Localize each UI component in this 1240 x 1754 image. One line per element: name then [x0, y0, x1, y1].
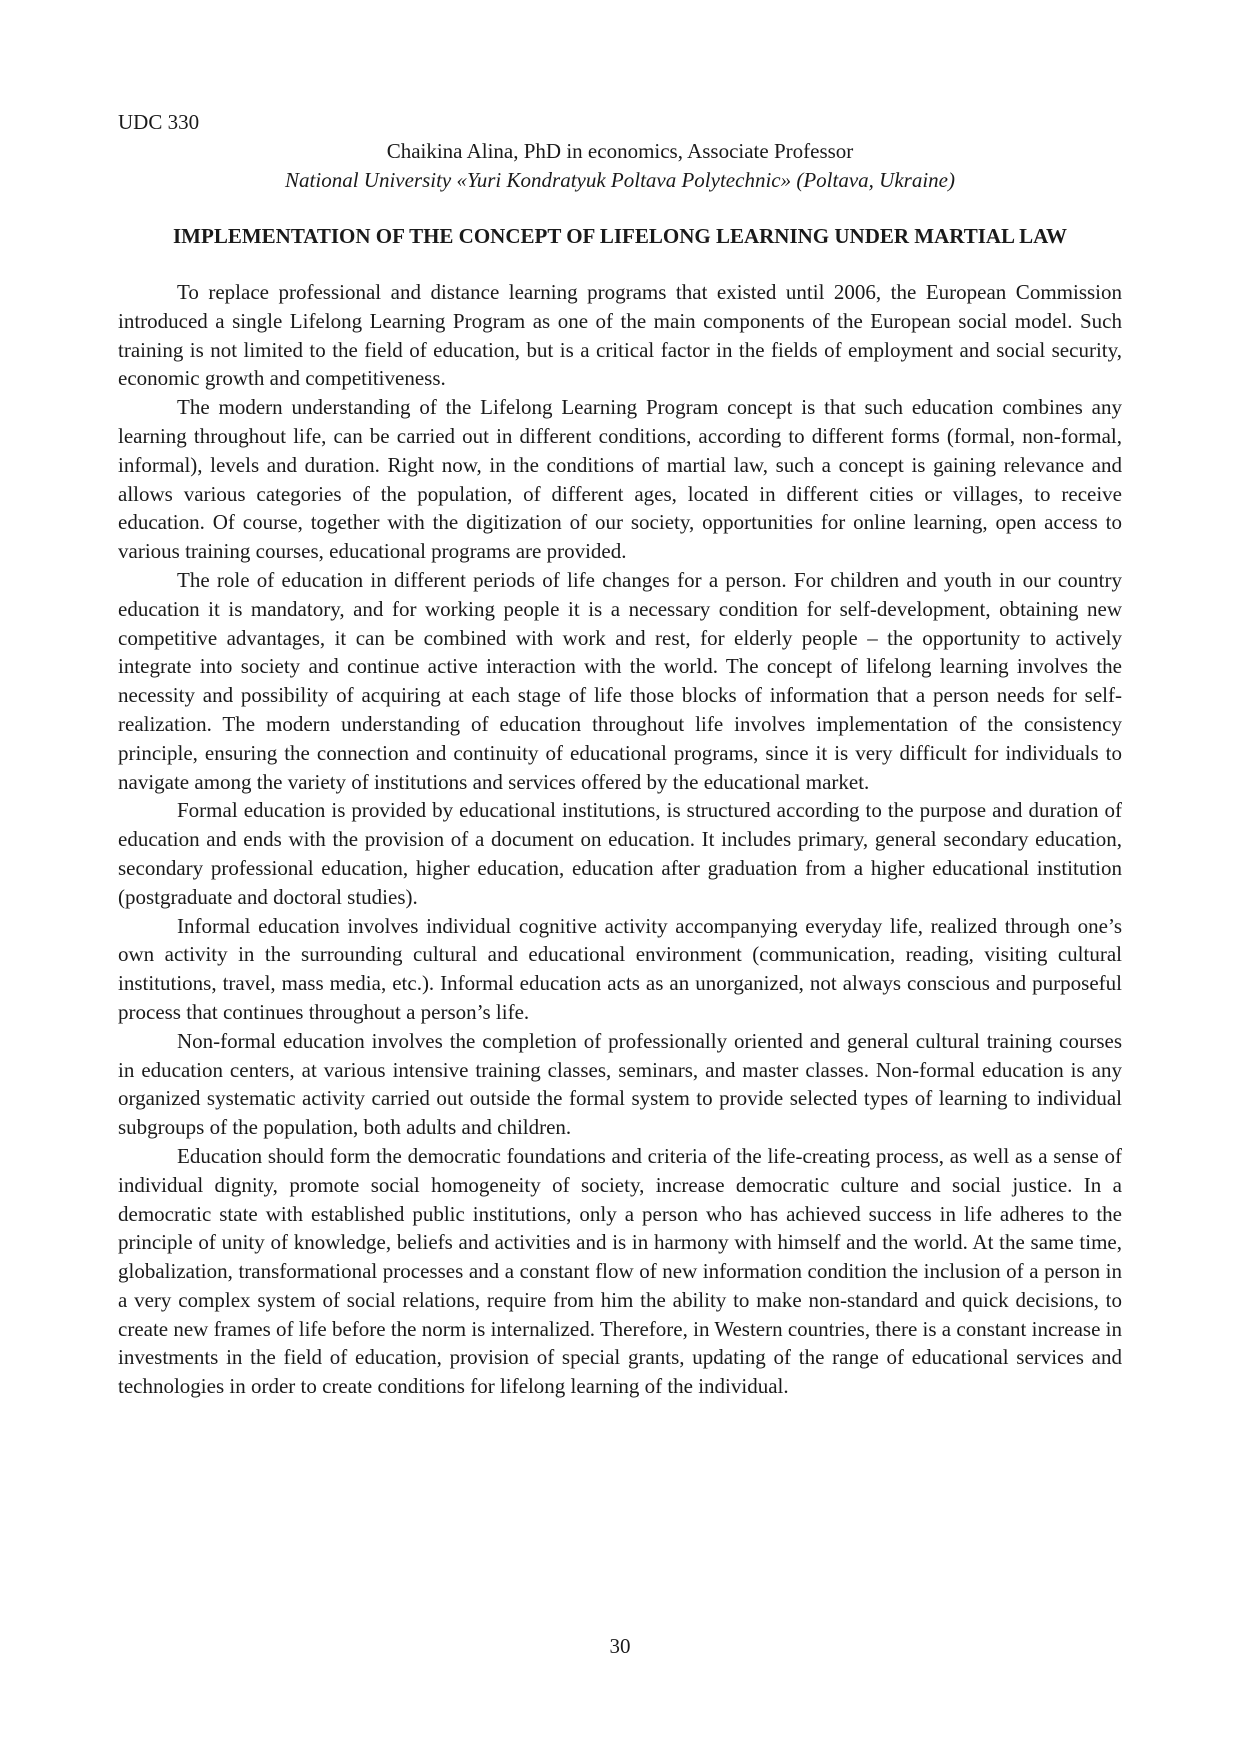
affiliation-line: National University «Yuri Kondratyuk Poltava Polytechnic» (Poltava, Ukraine) [285, 168, 955, 192]
paragraph: Non-formal education involves the completion of professionally oriented and general cultural training courses in education centers, at various intensive training classes, seminars, and master classes. Non-formal education is any organized systematic activity carried out outside the formal system to provide selected types of learning to individual subgroups of the population, both adults and children. [118, 1028, 1122, 1140]
author-line: Chaikina Alina, PhD in economics, Associate Professor [386, 139, 854, 163]
udc-code: UDC 330 [118, 110, 200, 134]
paragraph: Education should form the democratic foundations and criteria of the life-creating process, as well as a sense of individual dignity, promote social homogeneity of society, increase democratic culture and social justice. In a democratic state with established public institutions, only a person who has achieved success in life adheres to the principle of unity of knowledge, beliefs and activities and is in harmony with himself and the world. At the same time, globalization, transformational processes and a constant flow of new information condition the inclusion of a person in a very complex system of social relations, require from him the ability to make non-standard and quick decisions, to create new frames of life before the norm is internalized. Therefore, in Western countries, there is a constant increase in investments in the field of education, provision of special grants, updating of the range of educational services and technologies in order to create conditions for lifelong learning of the individual. [118, 1143, 1122, 1399]
paragraph: To replace professional and distance learning programs that existed until 2006, the European Commission introduced a single Lifelong Learning Program as one of the main components of the European social model. Such training is not limited to the field of education, but is a critical factor in the fields of employment and social security, economic growth and competitiveness. [118, 280, 1122, 391]
paragraph: The modern understanding of the Lifelong Learning Program concept is that such education combines any learning throughout life, can be carried out in different conditions, according to different forms (formal, non-formal, informal), levels and duration. Right now, in the conditions of martial law, such a concept is gaining relevance and allows various categories of the population, of different ages, located in different cities or villages, to receive education. Of course, together with the digitization of our society, opportunities for online learning, open access to various training courses, educational programs are provided. [118, 395, 1122, 564]
paragraph: The role of education in different periods of life changes for a person. For children and youth in our country education it is mandatory, and for working people it is a necessary condition for self-development, obtaining new competitive advantages, it can be combined with work and rest, for elderly people – the opportunity to actively integrate into society and continue active interaction with the world. The concept of lifelong learning involves the necessity and possibility of acquiring at each stage of life those blocks of information that a person needs for self-realization. The modern understanding of education throughout life involves implementation of the consistency principle, ensuring the connection and continuity of educational programs, since it is very difficult for individuals to navigate among the variety of institutions and services offered by the educational market. [118, 567, 1122, 794]
paragraph: Formal education is provided by educational institutions, is structured according to the purpose and duration of education and ends with the provision of a document on education. It includes primary, general secondary education, secondary professional education, higher education, education after graduation from a higher educational institution (postgraduate and doctoral studies). [118, 798, 1122, 909]
body-text [118, 278, 1122, 1401]
page-number: 30 [609, 1634, 631, 1658]
paper-title: IMPLEMENTATION OF THE CONCEPT OF LIFELONG LEARNING UNDER MARTIAL LAW [173, 224, 1067, 248]
paragraph: Informal education involves individual cognitive activity accompanying everyday life, realized through one’s own activity in the surrounding cultural and educational environment (communication, reading, visiting cultural institutions, travel, mass media, etc.). Informal education acts as an unorganized, not always conscious and purposeful process that continues throughout a person’s life. [118, 913, 1122, 1024]
paper-page [118, 108, 1122, 1401]
